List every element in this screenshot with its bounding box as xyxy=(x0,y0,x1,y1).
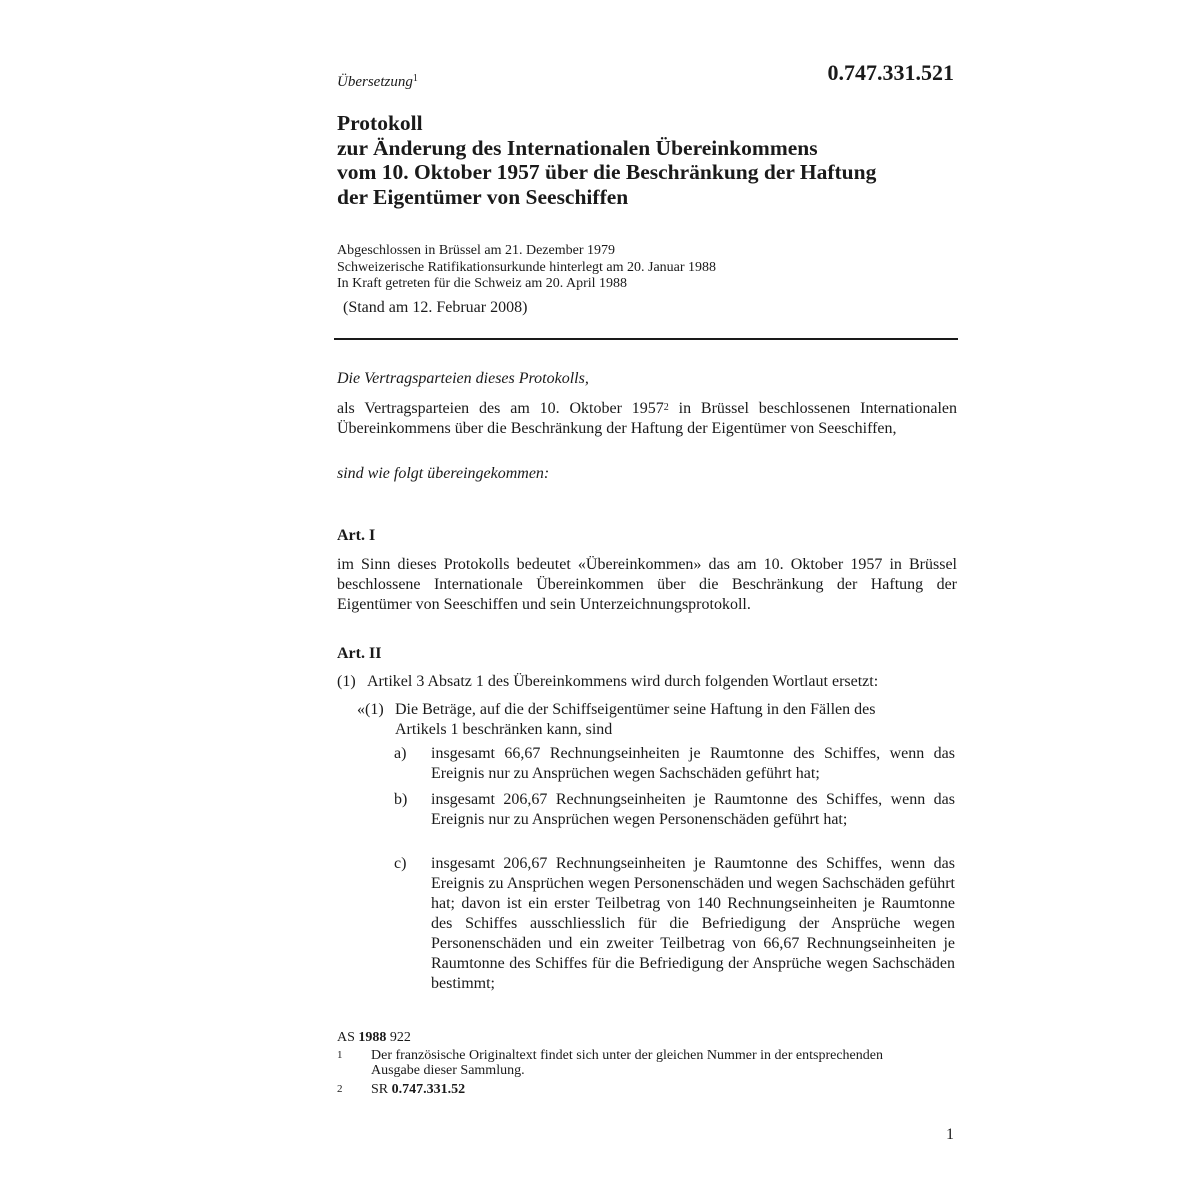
article-2-heading: Art. II xyxy=(337,645,382,662)
concluded-date: Abgeschlossen in Brüssel am 21. Dezember 1979 xyxy=(337,243,615,258)
preamble-text: als Vertragsparteien des am 10. Oktober 1957$^2$ in Brüssel beschlossenen Internationalen Übereinkommens über die Beschränkung der Haftung der Eigentümer von Seeschiffen, xyxy=(337,400,958,437)
document-title xyxy=(337,111,876,209)
preamble-agreed: sind wie folgt übereingekommen: xyxy=(337,465,550,482)
footnote-2: 2 SR 0.747.331.52 xyxy=(337,1082,466,1097)
footnote-ref-2[interactable]: 2 xyxy=(663,402,669,413)
title-line: der Eigentümer von Seeschiffen xyxy=(337,184,629,209)
ratification-date: Schweizerische Ratifikationsurkunde hinterlegt am 20. Januar 1988 xyxy=(337,259,717,275)
title-line: vom 10. Oktober 1957 über die Beschränkung der Haftung xyxy=(337,160,877,184)
as-reference: AS 1988 922 xyxy=(337,1030,411,1045)
footnote-ref-1[interactable]: 1 xyxy=(412,73,418,84)
in-force-date: In Kraft getreten für die Schweiz am 20. April 1988 xyxy=(337,276,628,291)
list-item-a: a) insgesamt 66,67 Rechnungseinheiten je Raumtonne des Schiffes, wenn das Ereignis nur zu Ansprüchen wegen Sachschäden geführt hat; xyxy=(394,745,955,782)
article-2-quote: «(1) Die Beträge, auf die der Schiffseigentümer seine Haftung in den Fällen des Artikels 1 beschränken kann, sind xyxy=(357,701,876,738)
divider xyxy=(334,338,958,340)
sr-number: 0.747.331.521 xyxy=(827,60,954,85)
list-item-b: b) insgesamt 206,67 Rechnungseinheiten je Raumtonne des Schiffes, wenn das Ereignis nur zu Ansprüchen wegen Personenschäden geführt hat; xyxy=(394,791,955,828)
status-date: (Stand am 12. Februar 2008) xyxy=(343,299,528,316)
footnote-1: 1 Der französische Originaltext findet sich unter der gleichen Nummer in der entsprechenden Ausgabe dieser Sammlung. xyxy=(337,1048,883,1078)
article-1-heading: Art. I xyxy=(337,527,376,544)
article-1-text: im Sinn dieses Protokolls bedeutet «Übereinkommen» das am 10. Oktober 1957 in Brüssel beschlossene Internationale Übereinkommen über die Beschränkung der Haftung der Eigentümer von Seeschiffen und sein Unterzeichnungsprotokoll. xyxy=(337,556,957,613)
title-line: zur Änderung des Internationalen Übereinkommens xyxy=(337,135,818,160)
document-meta xyxy=(337,243,716,293)
preamble-parties: Die Vertragsparteien dieses Protokolls, xyxy=(337,370,589,387)
page-number: 1 xyxy=(946,1126,954,1143)
article-2-paragraph-1: (1) Artikel 3 Absatz 1 des Übereinkommens wird durch folgenden Wortlaut ersetzt: xyxy=(337,673,879,690)
translation-label: Übersetzung$^1$ xyxy=(337,73,418,90)
title-line: Protokoll xyxy=(337,111,423,135)
list-item-c: c) insgesamt 206,67 Rechnungseinheiten je Raumtonne des Schiffes, wenn das Ereignis zu Ansprüchen wegen Personenschäden und wegen Sachschäden geführt hat; davon ist ein erster Teilbetrag von 140 Rechnungseinheiten je Raumtonne des Schiffes ausschliesslich für die Befriedigung der Ansprüche wegen Personenschäden und ein zweiter Teilbetrag von 66,67 Rechnungseinheiten je Raumtonne des Schiffes für die Befriedigung der Ansprüche wegen Sachschäden bestimmt; xyxy=(394,855,955,992)
